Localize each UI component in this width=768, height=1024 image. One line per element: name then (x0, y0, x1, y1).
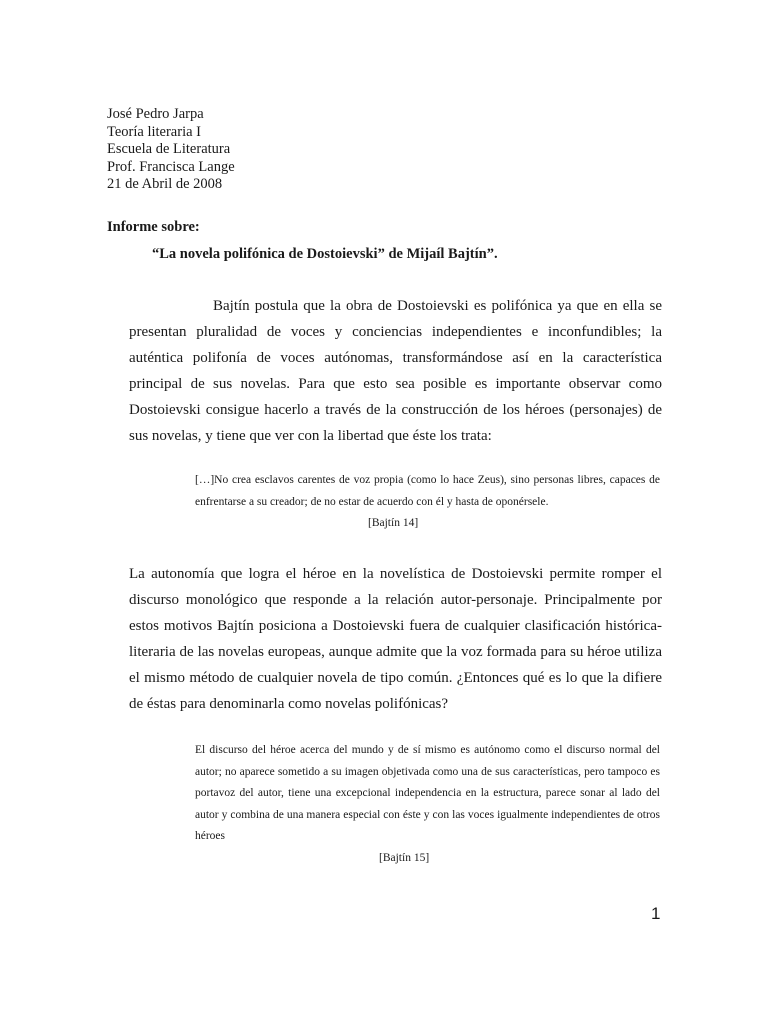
page-number: 1 (651, 904, 661, 923)
quote-citation: [Bajtín 15] (379, 852, 430, 864)
author-header (107, 106, 235, 194)
body-paragraph: La autonomía que logra el héroe en la novelística de Dostoievski permite romper el discurso monológico que responde a la relación autor-personaje. Principalmente por estos motivos Bajtín posiciona a Dostoievski fuera de cualquier clasificación histórica-literaria de las novelas europeas, aunque admite que la voz formada para su héroe utiliza el mismo método de cualquier novela de tipo común. ¿Entonces qué es lo que la difiere de éstas para denominarla como novelas polifónicas? (129, 566, 662, 712)
block-quote: […]No crea esclavos carentes de voz propia (como lo hace Zeus), sino personas libres, capaces de enfrentarse a su creador; de no estar de acuerdo con él y hasta de oponérsele. (195, 474, 660, 508)
body-paragraph: Bajtín postula que la obra de Dostoievski es polifónica ya que en ella se presentan pluralidad de voces y conciencias independientes e inconfundibles; la auténtica polifonía de voces autónomas, transformándose así en la característica principal de sus novelas. Para que esto sea posible es importante observar como Dostoievski consigue hacerlo a través de la construcción de los héroes (personajes) de sus novelas, y tiene que ver con la libertad que éste los trata: (129, 298, 662, 444)
report-title: “La novela polifónica de Dostoievski” de Mijaíl Bajtín”. (152, 246, 498, 262)
course-name: Teoría literaria I (107, 123, 201, 140)
report-label: Informe sobre: (107, 219, 200, 235)
block-quote: El discurso del héroe acerca del mundo y de sí mismo es autónomo como el discurso normal del autor; no aparece sometido a su imagen objetivada como una de sus características, pero tampoco es portavoz del autor, tiene una excepcional independencia en la estructura, parece sonar al lado del autor y combina de una manera especial con éste y con las voces igualmente independientes de otros héroes (195, 744, 660, 842)
author-name: José Pedro Jarpa (107, 106, 204, 122)
professor-name: Prof. Francisca Lange (107, 158, 235, 175)
document-date: 21 de Abril de 2008 (107, 176, 223, 192)
school-name: Escuela de Literatura (107, 141, 231, 157)
quote-citation: [Bajtín 14] (368, 517, 419, 529)
